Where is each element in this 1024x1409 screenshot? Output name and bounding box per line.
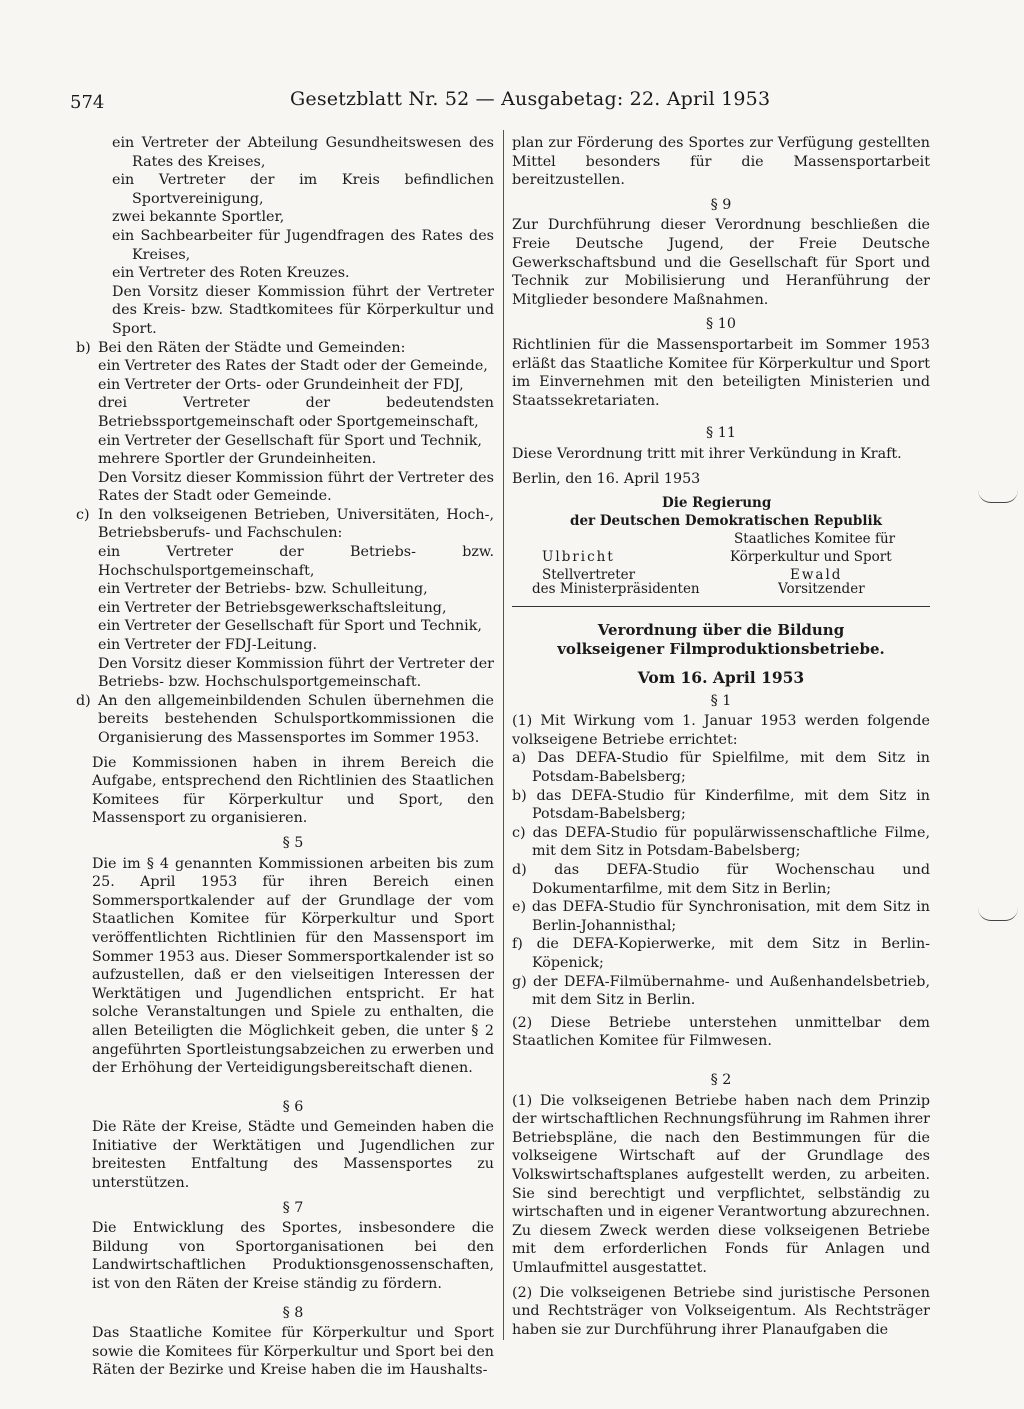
list-text: An den allgemeinbildenden Schulen übernehmen die bereits bestehenden Schulsportkommissionen die Organisierung des Massensportes im Sommer 1953. — [98, 692, 494, 746]
section-10-heading: § 10 — [706, 316, 736, 333]
signatory-right-name: Ewald — [790, 567, 843, 584]
para-2-1: (1) Die volkseigenen Betriebe haben nach dem Prinzip der wirtschaftlichen Rechnungsführung im Rahmen ihrer Betriebspläne, die nach den Bestimmungen für die volkseigene Wirtschaft auf der Grundlage des Volkswirtschaftsplanes aufgestellt werden, zu arbeiten. Sie sind berechtigt und verpflichtet, selbständig zu wirtschaften und in eigener Verantwortung abzurechnen. Zu diesem Zweck werden diese volkseigenen Betriebe mit dem erforderlichen Fonds für Anlagen und Umlaufmittel ausgestattet. — [512, 1092, 930, 1276]
list-c — [76, 506, 494, 692]
list-item: f) die DEFA-Kopierwerke, mit dem Sitz in Berlin-Köpenick; — [512, 936, 930, 971]
section-10-text: Richtlinien für die Massensportarbeit im Sommer 1953 erläßt das Staatliche Komitee für Körperkultur und Sport im Einvernehmen mit den beteiligten Ministerien und Staatssekretariaten. — [512, 336, 930, 409]
list-item: zwei bekannte Sportler, — [112, 209, 285, 226]
signature-block — [512, 488, 930, 584]
list-item: c) das DEFA-Studio für populärwissenschaftliche Filme, mit dem Sitz in Potsdam-Babelsberg; — [512, 824, 930, 860]
section-8-text: Das Staatliche Komitee für Körperkultur und Sport sowie die Komitees für Körperkultur und Sport bei den Räten der Bezirke und Kreise haben die im Haushalts- — [92, 1325, 494, 1379]
list-item: ein Vertreter des Rates der Stadt oder der Gemeinde, — [98, 358, 488, 375]
list-item: ein Vertreter der Betriebsgewerkschaftsleitung, — [98, 599, 447, 616]
para-1-heading: § 1 — [710, 692, 732, 709]
right-column — [512, 134, 930, 1339]
list-item: ein Vertreter der Gesellschaft für Sport und Technik, — [98, 618, 482, 635]
section-divider — [512, 606, 930, 607]
para-2-2: (2) Die volkseigenen Betriebe sind juristische Personen und Rechtsträger von Volkseigentum. Als Rechtsträger haben sie zur Durchführung ihrer Planaufgaben die — [512, 1284, 930, 1338]
signatory-left-role-1: Stellvertreter — [542, 567, 636, 584]
list-label: b) — [76, 339, 91, 356]
list-item: g) der DEFA-Filmübernahme- und Außenhandelsbetrieb, mit dem Sitz in Berlin. — [512, 973, 930, 1009]
list-item: ein Vertreter der Abteilung Gesundheitswesen des Rates des Kreises, — [112, 135, 494, 170]
list-item: mehrere Sportler der Grundeinheiten. — [98, 451, 377, 468]
committee-line-1: Staatliches Komitee für — [734, 531, 896, 548]
ordinance-date: Vom 16. April 1953 — [637, 668, 805, 688]
section-11-text: Diese Verordnung tritt mit ihrer Verkündung in Kraft. — [512, 445, 902, 462]
para-2-heading: § 2 — [710, 1071, 732, 1088]
list-head: Bei den Räten der Städte und Gemeinden: — [98, 339, 406, 356]
left-column — [76, 134, 494, 1380]
section-5-text: Die im § 4 genannten Kommissionen arbeiten bis zum 25. April 1953 für ihren Bereich einen Sommersportkalender auf der Grundlage der vom Staatlichen Komitee für Körperkultur und Sport veröffentlichten Richtlinien für den Massensport im Sommer 1953 aus. Dieser Sommersportkalender ist so aufzustellen, daß er den vielseitigen Interessen der Werktätigen und Jugendlichen entspricht. Er hat solche Veranstaltungen und Spiele zu enthalten, die allen Beteiligten die Möglichkeit geben, die unter § 2 angeführten Sportleistungsabzeichen zu erwerben und der Erhöhung der Verteidigungsbereitschaft dienen. — [92, 855, 494, 1077]
list-item: drei Vertreter der bedeutendsten Betriebssportgemeinschaft oder Sportgemeinschaft, — [98, 395, 494, 430]
para-1-intro: (1) Mit Wirkung vom 1. Januar 1953 werden folgende volkseigene Betriebe errichtet: — [512, 713, 930, 748]
government-line-1: Die Regierung — [662, 495, 772, 512]
chair-note: Den Vorsitz dieser Kommission führt der Vertreter der Betriebs- bzw. Hochschulsportgemeinschaft. — [98, 655, 494, 691]
list-item: ein Sachbearbeiter für Jugendfragen des Rates des Kreises, — [112, 227, 494, 263]
section-5-heading: § 5 — [282, 834, 304, 851]
list-head: In den volkseigenen Betrieben, Universitäten, Hoch-, Betriebsberufs- und Fachschulen: — [98, 506, 494, 542]
commissions-paragraph: Die Kommissionen haben in ihrem Bereich die Aufgabe, entsprechend den Richtlinien des Staatlichen Komitees für Körperkultur und Sport, den Massensport zu organisieren. — [92, 754, 494, 827]
list-item: ein Vertreter der Betriebs- bzw. Schulleitung, — [98, 581, 428, 598]
signatory-left-role-2: des Ministerpräsidenten — [532, 581, 700, 598]
section-7-text: Die Entwicklung des Sportes, insbesondere die Bildung von Sportorganisationen bei den Landwirtschaftlichen Produktionsgenossenschaften, ist von den Räten der Kreise ständig zu fördern. — [92, 1220, 494, 1293]
list-item: ein Vertreter der Orts- oder Grundeinheit der FDJ, — [98, 376, 464, 393]
margin-mark — [978, 908, 1018, 921]
list-item: ein Vertreter des Roten Kreuzes. — [112, 265, 350, 282]
list-item: d) das DEFA-Studio für Wochenschau und Dokumentarfilme, mit dem Sitz in Berlin; — [512, 862, 930, 897]
government-line-2: der Deutschen Demokratischen Republik — [570, 513, 882, 530]
section-6-text: Die Räte der Kreise, Städte und Gemeinden haben die Initiative der Werktätigen und Jugendlichen zur breitesten Entfaltung des Massensportes zu unterstützen. — [92, 1119, 494, 1192]
chair-note: Den Vorsitz dieser Kommission führt der Vertreter des Kreis- bzw. Stadtkomitees für Körperkultur und Sport. — [112, 283, 494, 337]
section-7-heading: § 7 — [282, 1199, 304, 1216]
list-d — [76, 692, 494, 748]
section-11-heading: § 11 — [706, 425, 736, 442]
page-header — [70, 88, 930, 118]
ordinance-title: Verordnung über die Bildung volkseigener Filmproduktionsbetriebe. — [557, 621, 885, 659]
list-b — [76, 339, 494, 506]
list-a — [92, 134, 494, 339]
committee-line-2: Körperkultur und Sport — [730, 549, 892, 566]
signatory-left-name: Ulbricht — [542, 549, 615, 566]
list-item: ein Vertreter der FDJ-Leitung. — [98, 637, 318, 654]
section-9-text: Zur Durchführung dieser Verordnung beschließen die Freie Deutsche Jugend, der Freie Deutsche Gewerkschaftsbund und die Gesellschaft für Sport und Technik zur Mobilisierung und Heranführung der Mitglieder besondere Maßnahmen. — [512, 217, 930, 308]
list-label: c) — [76, 506, 90, 523]
list-item: ein Vertreter der im Kreis befindlichen Sportvereinigung, — [112, 172, 494, 207]
margin-mark — [978, 490, 1018, 503]
signatory-right-role: Vorsitzender — [778, 581, 865, 598]
signature-roles — [512, 580, 930, 598]
place-date: Berlin, den 16. April 1953 — [512, 470, 701, 487]
para-1-2: (2) Diese Betriebe unterstehen unmittelbar dem Staatlichen Komitee für Filmwesen. — [512, 1014, 930, 1050]
list-item: ein Vertreter der Gesellschaft für Sport und Technik, — [98, 432, 482, 449]
page-title: Gesetzblatt Nr. 52 — Ausgabetag: 22. April 1953 — [290, 88, 771, 110]
section-8-heading: § 8 — [282, 1304, 304, 1321]
chair-note: Den Vorsitz dieser Kommission führt der Vertreter des Rates der Stadt oder Gemeinde. — [98, 469, 494, 505]
list-item: a) Das DEFA-Studio für Spielfilme, mit dem Sitz in Potsdam-Babelsberg; — [512, 750, 930, 786]
column-divider — [503, 130, 504, 1340]
section-8-continuation: plan zur Förderung des Sportes zur Verfügung gestellten Mittel besonders für die Massensportarbeit bereitzustellen. — [512, 135, 930, 189]
section-6-heading: § 6 — [282, 1098, 304, 1115]
list-item: ein Vertreter der Betriebs- bzw. Hochschulsportgemeinschaft, — [98, 544, 494, 579]
list-label: d) — [76, 692, 91, 709]
list-item: e) das DEFA-Studio für Synchronisation, mit dem Sitz in Berlin-Johannisthal; — [512, 899, 930, 934]
page-number: 574 — [70, 92, 105, 113]
section-9-heading: § 9 — [710, 196, 732, 213]
list-item: b) das DEFA-Studio für Kinderfilme, mit dem Sitz in Potsdam-Babelsberg; — [512, 787, 930, 823]
